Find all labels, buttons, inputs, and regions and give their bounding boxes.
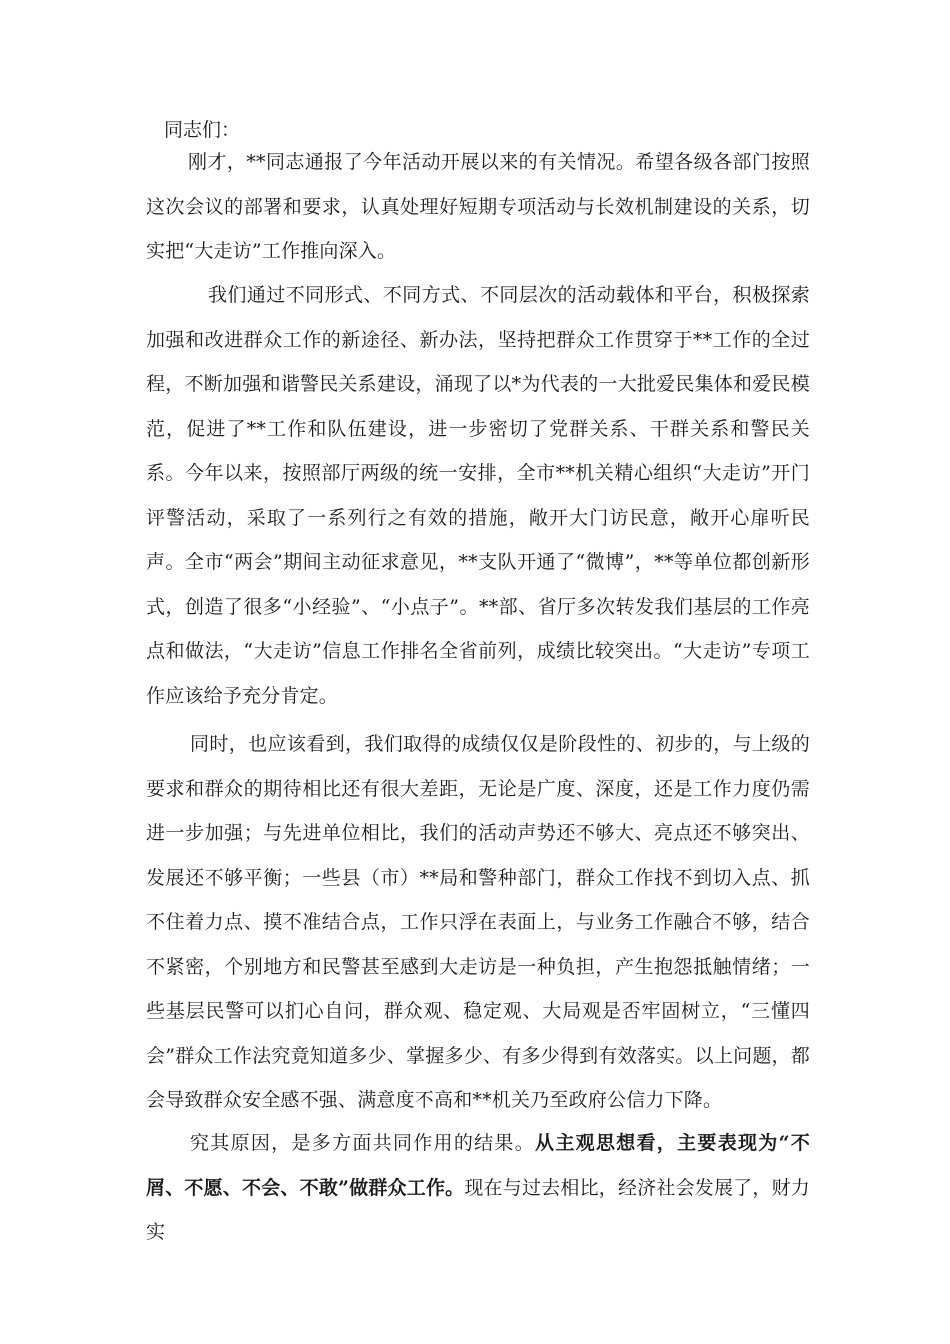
- paragraph-4: [146, 1121, 810, 1255]
- paragraph-4-lead: 究其原因，是多方面共同作用的结果。: [190, 1132, 536, 1154]
- paragraph-4-tail: 现在与过去相比，经济社会发展了，财力实: [146, 1176, 810, 1243]
- salutation: 同志们：: [164, 119, 241, 141]
- paragraph-4-bold-emphasis: 从主观思想看，主要表现为“不屑、不愿、不会、不敢”做群众工作。: [146, 1132, 810, 1199]
- paragraph-3: 同时，也应该看到，我们取得的成绩仅仅是阶段性的、初步的，与上级的要求和群众的期待相比还有很大差距，无论是广度、深度，还是工作力度仍需进一步加强；与先进单位相比，我们的活动声势还不够大、亮点还不够突出、发展还不够平衡；一些县（市）**局和警种部门，群众工作找不到切入点、抓不住着力点、摸不准结合点，工作只浮在表面上，与业务工作融合不够，结合不紧密，个别地方和民警甚至感到大走访是一种负担，产生抱怨抵触情绪；一些基层民警可以扪心自问，群众观、稳定观、大局观是否牢固树立，“三懂四会”群众工作法究竟知道多少、掌握多少、有多少得到有效落实。以上问题，都会导致群众安全感不强、满意度不高和**机关乃至政府公信力下降。: [146, 733, 810, 1111]
- paragraph-2: 我们通过不同形式、不同方式、不同层次的活动载体和平台，积极探索加强和改进群众工作的新途径、新办法，坚持把群众工作贯穿于**工作的全过程，不断加强和谐警民关系建设，涌现了以*为代表的一大批爱民集体和爱民模范，促进了**工作和队伍建设，进一步密切了党群关系、干群关系和警民关系。今年以来，按照部厅两级的统一安排，全市**机关精心组织“大走访”开门评警活动，采取了一系列行之有效的措施，敞开大门访民意，敞开心扉听民声。全市“两会”期间主动征求意见，**支队开通了“微博”，**等单位都创新形式，创造了很多“小经验”、“小点子”。**部、省厅多次转发我们基层的工作亮点和做法，“大走访”信息工作排名全省前列，成绩比较突出。“大走访”专项工作应该给予充分肯定。: [146, 284, 810, 707]
- paragraph-1: 刚才，**同志通报了今年活动开展以来的有关情况。希望各级各部门按照这次会议的部署和要求，认真处理好短期专项活动与长效机制建设的关系，切实把“大走访”工作推向深入。: [146, 151, 810, 262]
